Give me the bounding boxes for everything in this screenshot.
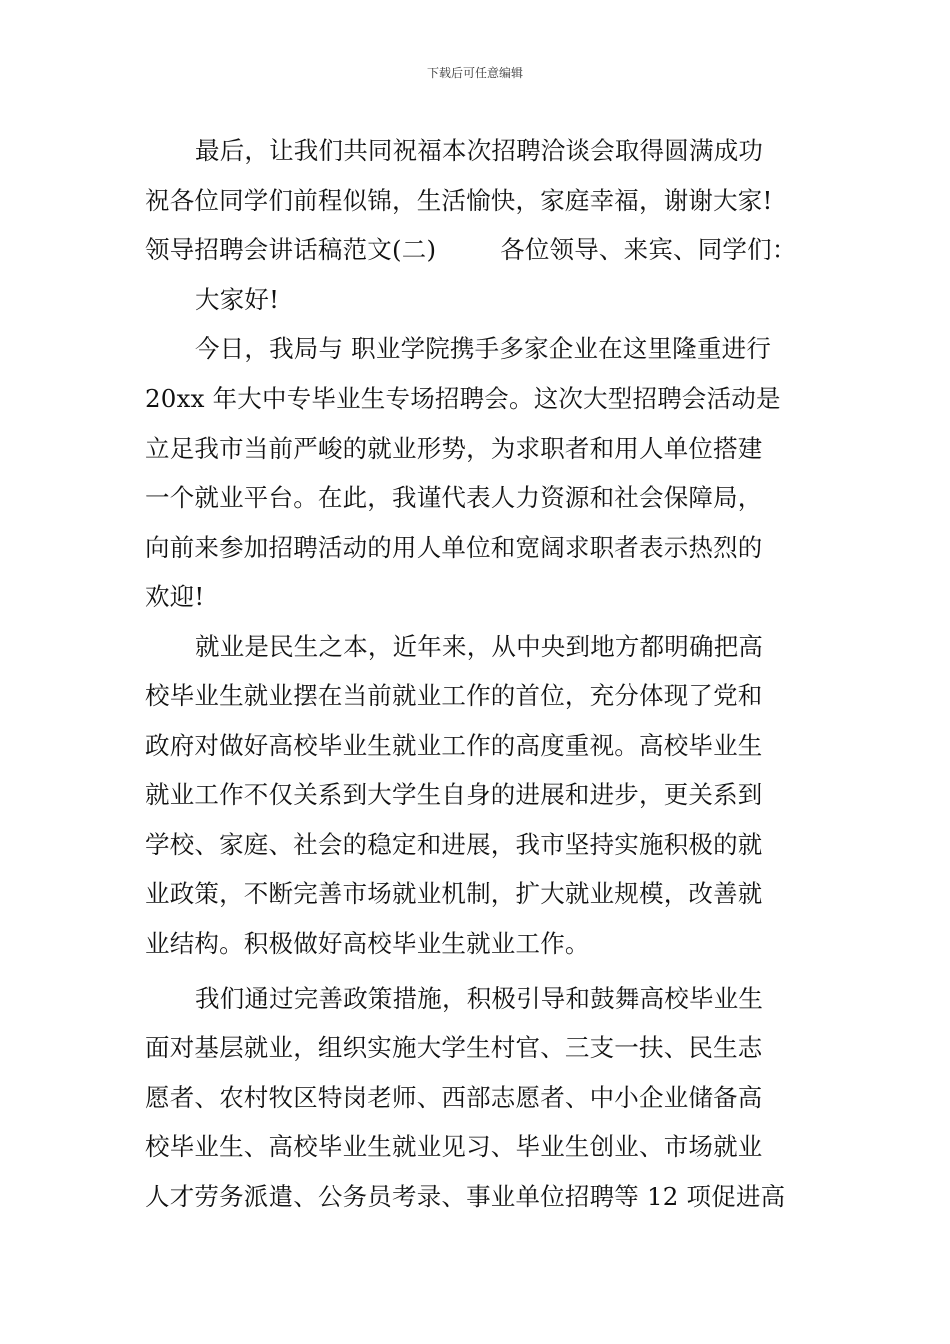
text-line: 欢迎! <box>145 582 205 611</box>
text-line: 大家好! <box>195 285 280 314</box>
text-line: 最后，让我们共同祝福本次招聘洽谈会取得圆满成功 <box>195 136 764 165</box>
text-line: 校毕业生就业摆在当前就业工作的首位，充分体现了党和 <box>145 681 763 710</box>
text-line: 业结构。积极做好高校毕业生就业工作。 <box>145 929 590 958</box>
text-line: 立足我市当前严峻的就业形势，为求职者和用人单位搭建 <box>145 434 763 463</box>
text-line: 领导招聘会讲话稿范文(二) 各位领导、来宾、同学们： <box>145 235 797 264</box>
text-line: 我们通过完善政策措施，积极引导和鼓舞高校毕业生 <box>195 984 764 1013</box>
text-line: 业政策，不断完善市场就业机制，扩大就业规模，改善就 <box>145 879 763 908</box>
text-line: 政府对做好高校毕业生就业工作的高度重视。高校毕业生 <box>145 731 763 760</box>
text-line: 愿者、农村牧区特岗老师、西部志愿者、中小企业储备高 <box>145 1083 763 1112</box>
text-line: 今日，我局与 职业学院携手多家企业在这里隆重进行 <box>195 334 772 363</box>
text-line: 祝各位同学们前程似锦，生活愉快，家庭幸福，谢谢大家! <box>145 186 773 215</box>
text-line: 一个就业平台。在此，我谨代表人力资源和社会保障局， <box>145 483 763 512</box>
text-line: 人才劳务派遣、公务员考录、事业单位招聘等 12 项促进高 <box>145 1182 786 1211</box>
text-line: 向前来参加招聘活动的用人单位和宽阔求职者表示热烈的 <box>145 533 763 562</box>
text-line: 面对基层就业，组织实施大学生村官、三支一扶、民生志 <box>145 1033 763 1062</box>
text-line: 就业工作不仅关系到大学生自身的进展和进步，更关系到 <box>145 780 763 809</box>
page-header: 下载后可任意编辑 <box>426 66 523 80</box>
text-line: 20xx 年大中专毕业生专场招聘会。这次大型招聘会活动是 <box>145 384 781 413</box>
text-line: 就业是民生之本，近年来，从中央到地方都明确把高 <box>195 632 764 661</box>
text-line: 学校、家庭、社会的稳定和进展，我市坚持实施积极的就 <box>145 830 763 859</box>
text-line: 校毕业生、高校毕业生就业见习、毕业生创业、市场就业 <box>145 1132 763 1161</box>
